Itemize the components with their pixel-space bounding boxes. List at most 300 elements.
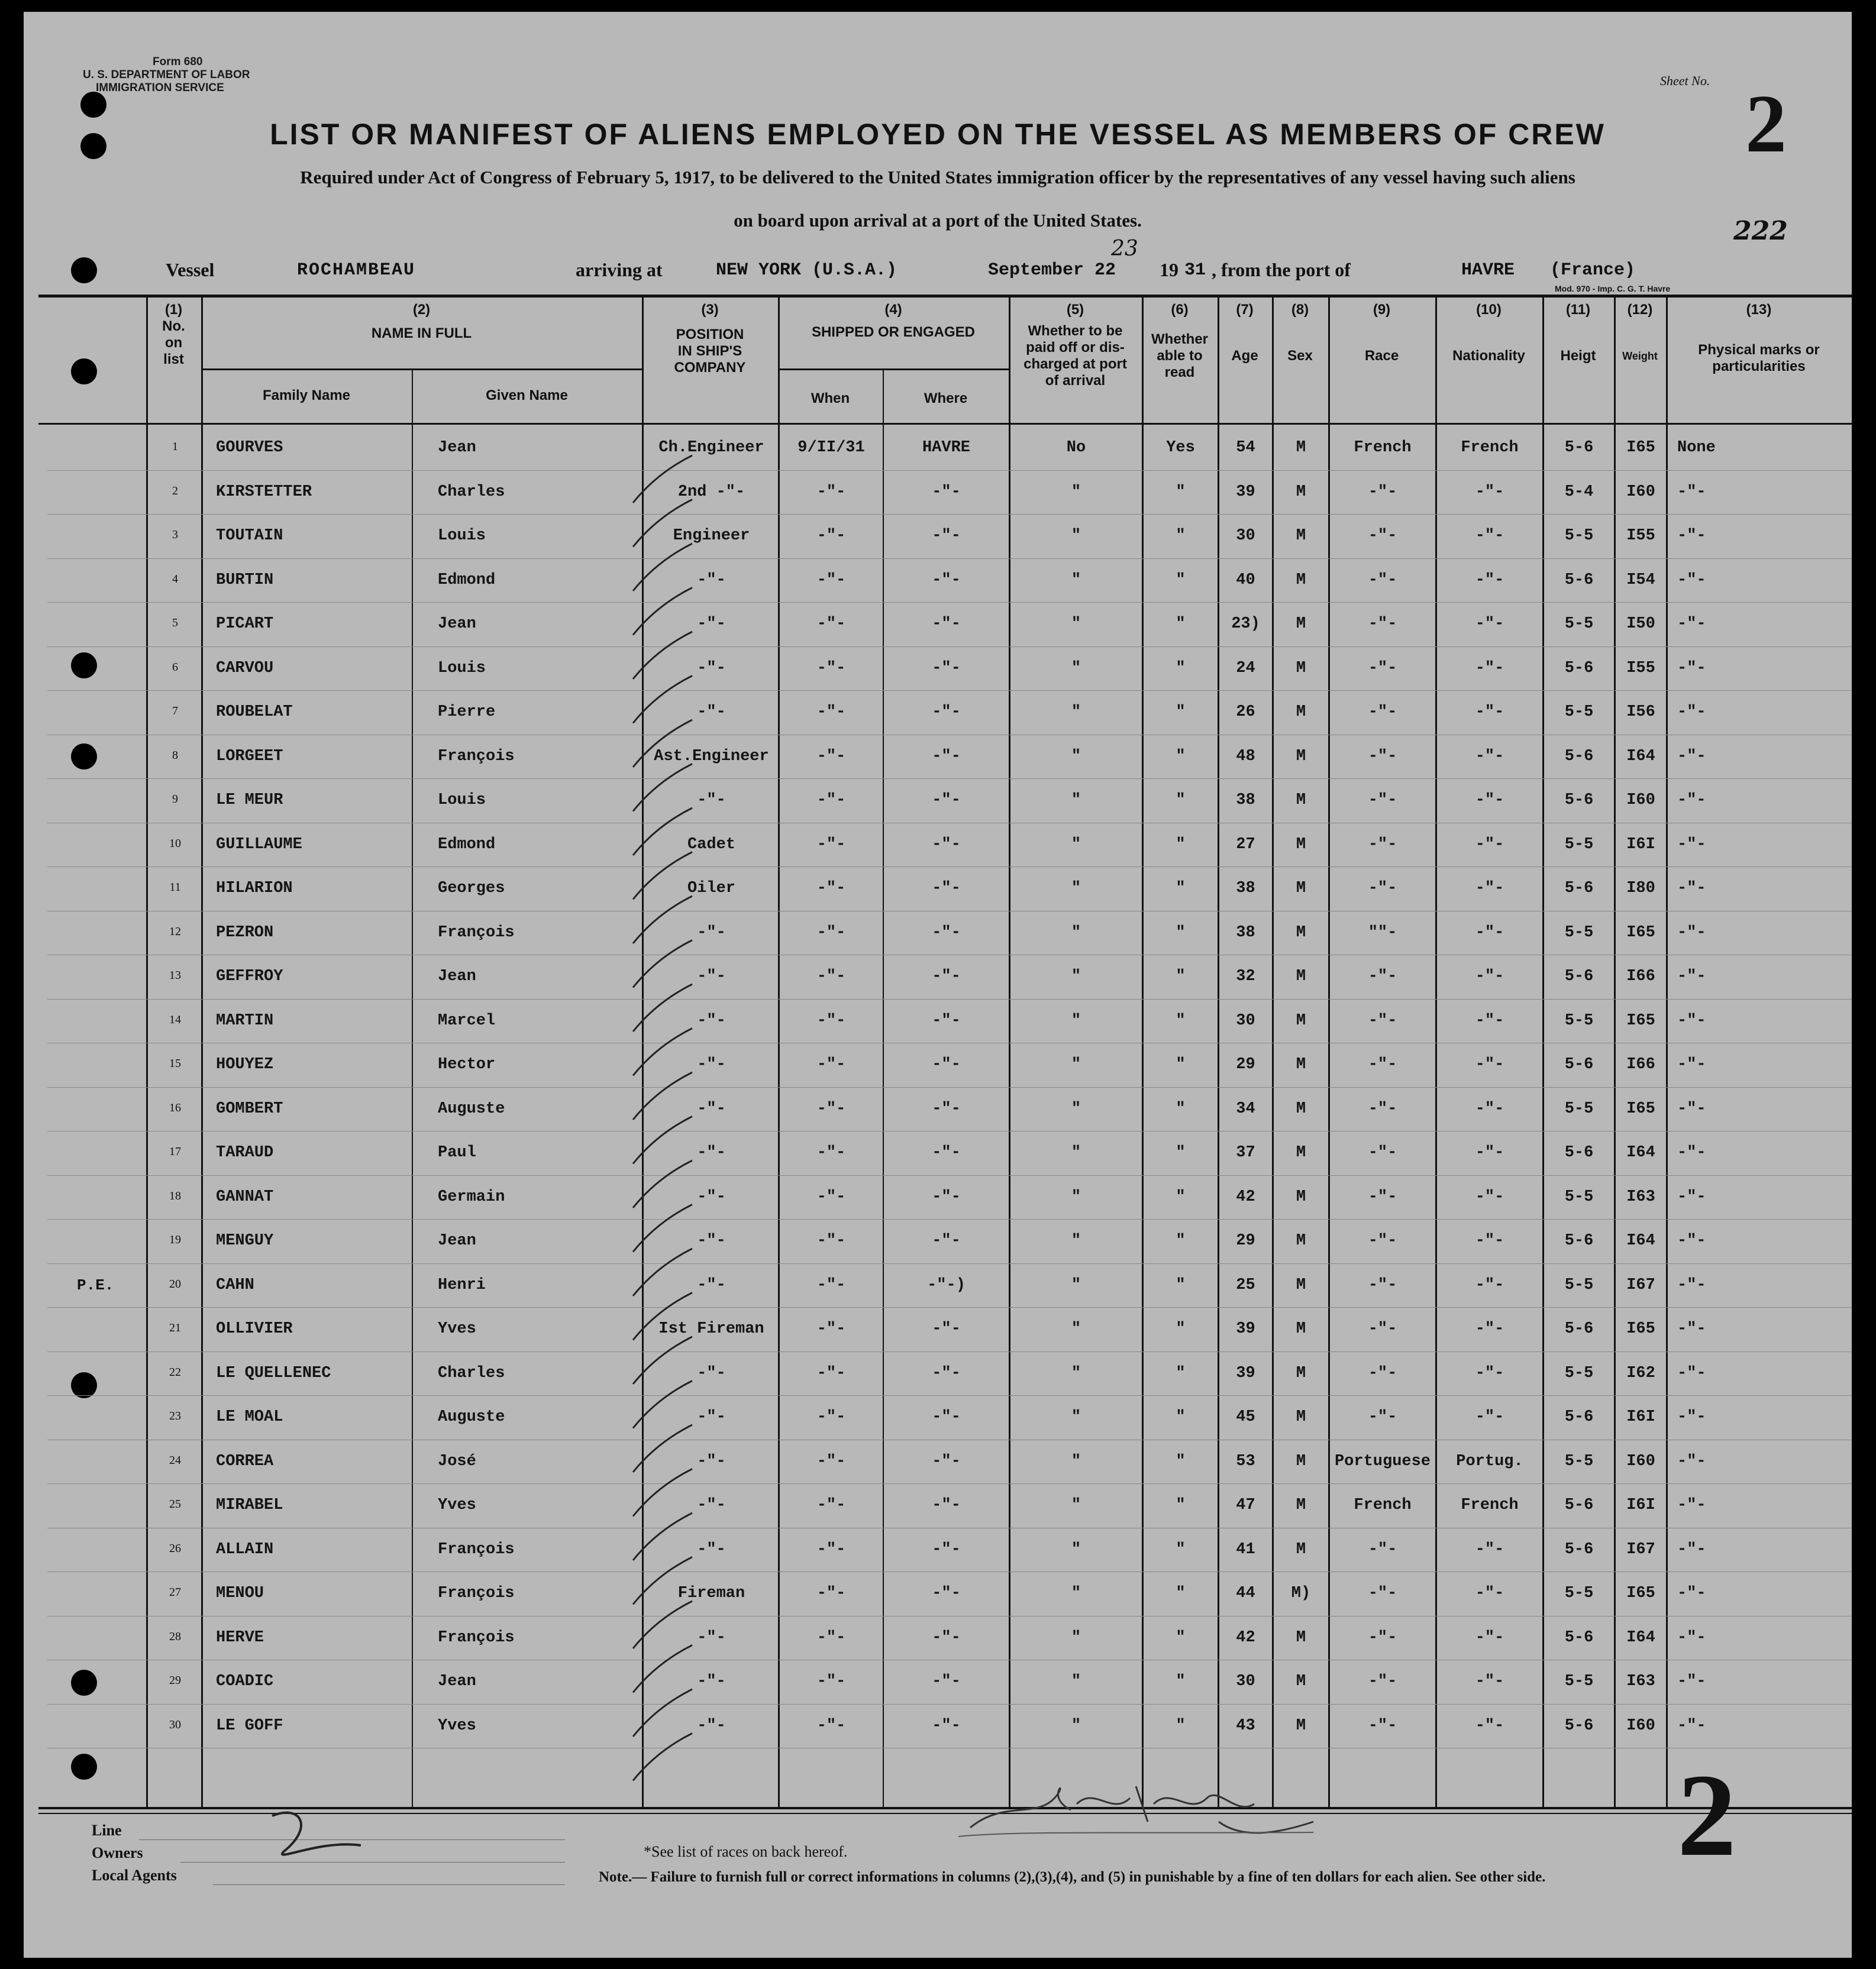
cell-height: 5-6 (1564, 1716, 1594, 1735)
cell-paid: " (1071, 923, 1081, 942)
col-line (146, 296, 148, 1809)
cell-age: 42 (1236, 1188, 1255, 1206)
cell-age: 39 (1236, 1320, 1255, 1338)
cell-position: -"- (697, 1056, 726, 1074)
col1-header: (1) No. on list (162, 302, 185, 367)
check-mark (633, 1689, 692, 1737)
cell-weight: I60 (1626, 1716, 1655, 1735)
cell-position: Cadet (687, 835, 735, 853)
big-sheet-number: 2 (1677, 1750, 1736, 1881)
check-mark (633, 940, 692, 988)
cell-age: 43 (1236, 1716, 1255, 1735)
cell-where: -"- (932, 835, 961, 853)
cell-race: -"- (1368, 659, 1397, 677)
row-rule (47, 1307, 1852, 1308)
cell-where: -"-) (927, 1276, 966, 1294)
cell-height: 5-5 (1564, 1011, 1594, 1030)
cell-race: French (1354, 1496, 1412, 1514)
check-mark (633, 720, 692, 767)
from-port-label: , from the port of (1212, 259, 1351, 280)
cell-given: Charles (438, 1364, 505, 1382)
cell-given: Jean (438, 1673, 476, 1690)
cell-height: 5-6 (1564, 968, 1594, 985)
cell-sex: M (1296, 880, 1306, 897)
cell-age: 30 (1236, 527, 1255, 545)
check-mark (633, 764, 692, 811)
cell-weight: I65 (1626, 1011, 1655, 1030)
cell-paid: " (1071, 527, 1081, 545)
cell-when: -"- (816, 1056, 846, 1074)
cell-family: GUILLAUME (216, 835, 302, 853)
arrival-port: NEW YORK (U.S.A.) (716, 260, 897, 280)
cell-when: -"- (816, 483, 846, 501)
cell-where: -"- (932, 968, 961, 985)
cell-paid: " (1071, 1320, 1081, 1338)
cell-given: Jean (438, 968, 476, 985)
cell-given: Jean (438, 615, 476, 633)
cell-race: -"- (1368, 1276, 1397, 1294)
row-rule (47, 1263, 1852, 1264)
cell-given: Auguste (438, 1408, 505, 1426)
cell-where: -"- (932, 615, 961, 633)
cell-where: -"- (932, 1716, 961, 1735)
row-number: 13 (169, 969, 181, 982)
cell-race: -"- (1368, 1232, 1397, 1250)
cell-nationality: -"- (1475, 1144, 1504, 1162)
row-number: 20 (169, 1277, 181, 1291)
cell-read: " (1176, 703, 1186, 721)
cell-where: -"- (932, 747, 961, 765)
year-suffix: 31 (1184, 260, 1206, 280)
check-marks (621, 450, 716, 1786)
cell-when: -"- (816, 659, 846, 677)
cell-paid: " (1071, 1364, 1081, 1382)
cell-family: HILARION (216, 880, 293, 897)
cell-family: LE QUELLENEC (216, 1364, 331, 1382)
cell-when: -"- (816, 1232, 846, 1250)
col7-header: (7) Age (1231, 302, 1258, 364)
cell-age: 29 (1236, 1232, 1255, 1250)
cell-sex: M (1296, 968, 1306, 985)
cell-race: -"- (1368, 880, 1397, 897)
department: U. S. DEPARTMENT OF LABOR (83, 69, 250, 81)
cell-family: MENOU (216, 1585, 264, 1602)
cell-race: -"- (1368, 615, 1397, 633)
cell-position: -"- (697, 615, 726, 633)
cell-position: -"- (697, 1144, 726, 1162)
punch-hole (71, 1754, 97, 1780)
cell-paid: " (1071, 1144, 1081, 1162)
cell-when: -"- (816, 968, 846, 985)
manifest-sheet (24, 12, 1852, 1958)
cell-sex: M (1296, 571, 1306, 589)
shipped-subheader-rule (778, 368, 1009, 370)
cell-nationality: -"- (1475, 968, 1504, 985)
cell-race: -"- (1368, 527, 1397, 545)
row-rule (47, 1175, 1852, 1176)
cell-nationality: -"- (1475, 1056, 1504, 1074)
form-title: LIST OR MANIFEST OF ALIENS EMPLOYED ON THE VESSEL AS MEMBERS OF CREW (270, 118, 1606, 151)
cell-height: 5-5 (1564, 703, 1594, 721)
cell-family: HERVE (216, 1628, 264, 1647)
cell-family: ALLAIN (216, 1540, 274, 1559)
cell-where: -"- (932, 880, 961, 897)
col6-header: (6) Whether able to read (1151, 302, 1208, 380)
cell-family: HOUYEZ (216, 1056, 274, 1074)
cell-where: -"- (932, 483, 961, 501)
cell-given: Charles (438, 483, 505, 501)
cell-given: Marcel (438, 1011, 496, 1030)
cell-paid: " (1071, 1585, 1081, 1602)
cell-sex: M (1296, 615, 1306, 633)
cell-nationality: -"- (1475, 835, 1504, 853)
sheet-label: Sheet No. (1660, 73, 1710, 88)
cell-weight: I54 (1626, 571, 1655, 589)
cell-family: GEFFROY (216, 968, 283, 985)
cell-sex: M (1296, 1188, 1306, 1206)
cell-where: -"- (932, 1188, 961, 1206)
cell-when: -"- (816, 747, 846, 765)
check-mark (633, 1117, 692, 1164)
cell-when: -"- (816, 923, 846, 942)
cell-paid: " (1071, 1540, 1081, 1559)
cell-when: -"- (816, 1276, 846, 1294)
cell-paid: " (1071, 1232, 1081, 1250)
cell-given: Jean (438, 439, 476, 457)
cell-position: -"- (697, 659, 726, 677)
cell-read: " (1176, 527, 1186, 545)
cell-family: GOURVES (216, 439, 283, 457)
cell-family: LE MEUR (216, 791, 283, 809)
cell-age: 38 (1236, 791, 1255, 809)
cell-weight: I64 (1626, 1144, 1655, 1162)
cell-weight: I6I (1626, 1408, 1655, 1426)
row-rule (47, 1483, 1852, 1484)
cell-sex: M (1296, 703, 1306, 721)
cell-nationality: Portug. (1456, 1452, 1523, 1470)
cell-age: 34 (1236, 1100, 1255, 1118)
cell-race: -"- (1368, 968, 1397, 985)
cell-position: -"- (697, 791, 726, 809)
row-number: 23 (169, 1409, 181, 1422)
cell-sex: M (1296, 923, 1306, 942)
cell-family: TOUTAIN (216, 527, 283, 545)
cell-marks: -"- (1677, 1673, 1706, 1690)
cell-given: François (438, 747, 515, 765)
check-mark (633, 1513, 692, 1560)
cell-position: -"- (697, 1540, 726, 1559)
punch-hole (80, 92, 106, 118)
col8-header: (8) Sex (1287, 302, 1313, 364)
row-rule (47, 690, 1852, 691)
cell-marks: -"- (1677, 880, 1706, 897)
cell-sex: M (1296, 1540, 1306, 1559)
cell-sex: M (1296, 659, 1306, 677)
cell-read: " (1176, 1144, 1186, 1162)
cell-height: 5-5 (1564, 1585, 1594, 1602)
col-line (1009, 296, 1010, 1809)
cell-when: -"- (816, 1585, 846, 1602)
row-rule (47, 470, 1852, 471)
cell-marks: -"- (1677, 1100, 1706, 1118)
cell-race: Portuguese (1334, 1452, 1431, 1470)
cell-race: -"- (1368, 483, 1397, 501)
row-number: 19 (169, 1233, 181, 1246)
cell-read: Yes (1166, 439, 1195, 457)
requirement-line-1: Required under Act of Congress of February 5, 1917, to be delivered to the United States immigration officer by the representatives of any vessel having such aliens (300, 167, 1575, 187)
cell-where: -"- (932, 1011, 961, 1030)
cell-sex: M (1296, 1320, 1306, 1338)
cell-race: -"- (1368, 1144, 1397, 1162)
cell-height: 5-6 (1564, 1408, 1594, 1426)
cell-when: -"- (816, 703, 846, 721)
col-line (412, 370, 413, 1809)
row-rule (47, 1087, 1852, 1088)
cell-sex: M (1296, 1011, 1306, 1030)
cell-height: 5-6 (1564, 439, 1594, 457)
cell-given: Yves (438, 1496, 476, 1514)
cell-age: 42 (1236, 1628, 1255, 1647)
cell-read: " (1176, 1011, 1186, 1030)
cell-race: -"- (1368, 1585, 1397, 1602)
check-mark (633, 1160, 692, 1208)
cell-given: Jean (438, 1232, 476, 1250)
check-mark (633, 1029, 692, 1076)
cell-height: 5-6 (1564, 1628, 1594, 1647)
cell-weight: I60 (1626, 483, 1655, 501)
row-rule (47, 1395, 1852, 1396)
row-number: 29 (169, 1674, 181, 1687)
cell-given: François (438, 1540, 515, 1559)
cell-where: HAVRE (922, 439, 970, 457)
row-number: 7 (172, 704, 178, 717)
cell-race: -"- (1368, 1673, 1397, 1690)
cell-read: " (1176, 571, 1186, 589)
cell-read: " (1176, 923, 1186, 942)
row-number: 4 (172, 572, 178, 586)
cell-height: 5-5 (1564, 1188, 1594, 1206)
cell-marks: -"- (1677, 1364, 1706, 1382)
row-number: 16 (169, 1101, 181, 1114)
cell-age: 38 (1236, 923, 1255, 942)
cell-sex: M (1296, 747, 1306, 765)
cell-position: Ast.Engineer (654, 747, 769, 765)
cell-paid: " (1071, 791, 1081, 809)
cell-weight: I6I (1626, 835, 1655, 853)
cell-family: MENGUY (216, 1232, 274, 1250)
col10-header: (10) Nationality (1452, 302, 1525, 364)
footer-scribble (248, 1804, 367, 1869)
cell-age: 38 (1236, 880, 1255, 897)
cell-weight: I65 (1626, 1100, 1655, 1118)
cell-nationality: -"- (1475, 1585, 1504, 1602)
cell-race: -"- (1368, 791, 1397, 809)
cell-position: Engineer (673, 527, 750, 545)
cell-family: CARVOU (216, 659, 274, 677)
cell-weight: I6I (1626, 1496, 1655, 1514)
cell-family: MIRABEL (216, 1496, 283, 1514)
check-mark (633, 1734, 692, 1781)
cell-sex: M (1296, 1673, 1306, 1690)
col9-header: (9) Race (1364, 302, 1399, 364)
cell-read: " (1176, 880, 1186, 897)
cell-marks: -"- (1677, 1320, 1706, 1338)
cell-where: -"- (932, 1320, 961, 1338)
cell-race: French (1354, 439, 1412, 457)
cell-weight: I65 (1626, 923, 1655, 942)
punch-hole (71, 652, 97, 678)
cell-given: Yves (438, 1716, 476, 1735)
agents-blank (213, 1884, 565, 1885)
cell-marks: -"- (1677, 527, 1706, 545)
cell-position: -"- (697, 1276, 726, 1294)
cell-nationality: -"- (1475, 1364, 1504, 1382)
name-subheader-rule (201, 368, 642, 370)
cell-family: GOMBERT (216, 1100, 283, 1118)
cell-height: 5-5 (1564, 1452, 1594, 1470)
given-name-header: Given Name (486, 387, 568, 403)
cell-race: -"- (1368, 1011, 1397, 1030)
sheet-number: 2 (1745, 78, 1787, 170)
cell-paid: " (1071, 1496, 1081, 1514)
cell-age: 29 (1236, 1056, 1255, 1074)
cell-sex: M (1296, 483, 1306, 501)
departure-country: (France) (1550, 260, 1636, 280)
cell-height: 5-6 (1564, 1540, 1594, 1559)
departure-port: HAVRE (1461, 260, 1515, 280)
cell-given: Louis (438, 659, 486, 677)
cell-age: 39 (1236, 483, 1255, 501)
col-line (1328, 296, 1330, 1809)
cell-given: François (438, 1628, 515, 1647)
cell-sex: M (1296, 1100, 1306, 1118)
cell-marks: -"- (1677, 1232, 1706, 1250)
cell-sex: M (1296, 1144, 1306, 1162)
cell-when: -"- (816, 1716, 846, 1735)
cell-marks: -"- (1677, 659, 1706, 677)
cell-age: 53 (1236, 1452, 1255, 1470)
cell-where: -"- (932, 1585, 961, 1602)
cell-height: 5-5 (1564, 615, 1594, 633)
cell-nationality: -"- (1475, 527, 1504, 545)
cell-read: " (1176, 1364, 1186, 1382)
cell-race: -"- (1368, 1364, 1397, 1382)
cell-paid: " (1071, 1716, 1081, 1735)
cell-race: -"- (1368, 1628, 1397, 1647)
owners-blank (180, 1862, 565, 1863)
vessel-name: ROCHAMBEAU (297, 260, 416, 280)
cell-paid: " (1071, 1056, 1081, 1074)
cell-paid: " (1071, 1276, 1081, 1294)
cell-position: -"- (697, 1188, 726, 1206)
cell-read: " (1176, 1452, 1186, 1470)
cell-nationality: -"- (1475, 1540, 1504, 1559)
cell-when: -"- (816, 1144, 846, 1162)
cell-given: François (438, 923, 515, 942)
cell-race: ""- (1368, 923, 1397, 942)
col2-header: (2) NAME IN FULL (371, 302, 472, 341)
requirement-line-2: on board upon arrival at a port of the United States. (734, 210, 1142, 231)
check-mark (633, 1469, 692, 1517)
cell-paid: " (1071, 1188, 1081, 1206)
cell-family: LORGEET (216, 747, 283, 765)
cell-marks: -"- (1677, 1408, 1706, 1426)
cell-given: Henri (438, 1276, 486, 1294)
cell-marks: -"- (1677, 1452, 1706, 1470)
check-mark (633, 1249, 692, 1296)
cell-age: 30 (1236, 1011, 1255, 1030)
cell-where: -"- (932, 659, 961, 677)
cell-read: " (1176, 1540, 1186, 1559)
cell-where: -"- (932, 703, 961, 721)
cell-race: -"- (1368, 1408, 1397, 1426)
cell-position: -"- (697, 1452, 726, 1470)
cell-family: CORREA (216, 1452, 274, 1470)
row-number: 2 (172, 484, 178, 497)
cell-position: -"- (697, 1496, 726, 1514)
table-top-border (38, 295, 1852, 298)
cell-sex: M (1296, 439, 1306, 457)
cell-position: -"- (697, 571, 726, 589)
cell-nationality: -"- (1475, 791, 1504, 809)
cell-marks: -"- (1677, 1276, 1706, 1294)
cell-given: Yves (438, 1320, 476, 1338)
cell-position: -"- (697, 1408, 726, 1426)
penalty-note: Note.— Failure to furnish full or correct informations in columns (2),(3),(4), and (5) in punishable by a fine of ten dollars for each alien. See other side. (599, 1869, 1546, 1885)
cell-where: -"- (932, 1628, 961, 1647)
col-line (1435, 296, 1437, 1809)
cell-nationality: -"- (1475, 1100, 1504, 1118)
check-mark (633, 808, 692, 855)
margin-note: P.E. (77, 1276, 114, 1294)
cell-given: Pierre (438, 703, 496, 721)
when-header: When (811, 390, 850, 406)
row-number: 25 (169, 1498, 181, 1511)
cell-where: -"- (932, 1408, 961, 1426)
cell-where: -"- (932, 1673, 961, 1690)
row-number: 27 (169, 1586, 181, 1599)
cell-age: 26 (1236, 703, 1255, 721)
cell-sex: M (1296, 791, 1306, 809)
cell-race: -"- (1368, 835, 1397, 853)
cell-given: Germain (438, 1188, 505, 1206)
cell-height: 5-4 (1564, 483, 1594, 501)
cell-marks: -"- (1677, 1144, 1706, 1162)
cell-when: -"- (816, 1364, 846, 1382)
cell-weight: I66 (1626, 1056, 1655, 1074)
col4-header: (4) SHIPPED OR ENGAGED (811, 302, 976, 340)
cell-paid: " (1071, 483, 1081, 501)
cell-age: 40 (1236, 571, 1255, 589)
cell-weight: I55 (1626, 527, 1655, 545)
row-number: 17 (169, 1145, 181, 1158)
cell-age: 37 (1236, 1144, 1255, 1162)
check-mark (633, 1293, 692, 1340)
cell-where: -"- (932, 1232, 961, 1250)
row-number: 18 (169, 1189, 181, 1202)
check-mark (633, 1337, 692, 1384)
cell-when: -"- (816, 1673, 846, 1690)
cell-nationality: -"- (1475, 1011, 1504, 1030)
row-number: 12 (169, 924, 181, 938)
cell-marks: -"- (1677, 1585, 1706, 1602)
cell-when: -"- (816, 1408, 846, 1426)
cell-age: 25 (1236, 1276, 1255, 1294)
cell-weight: I80 (1626, 880, 1655, 897)
cell-when: -"- (816, 835, 846, 853)
cell-when: 9/II/31 (797, 439, 865, 457)
check-mark (633, 1205, 692, 1252)
